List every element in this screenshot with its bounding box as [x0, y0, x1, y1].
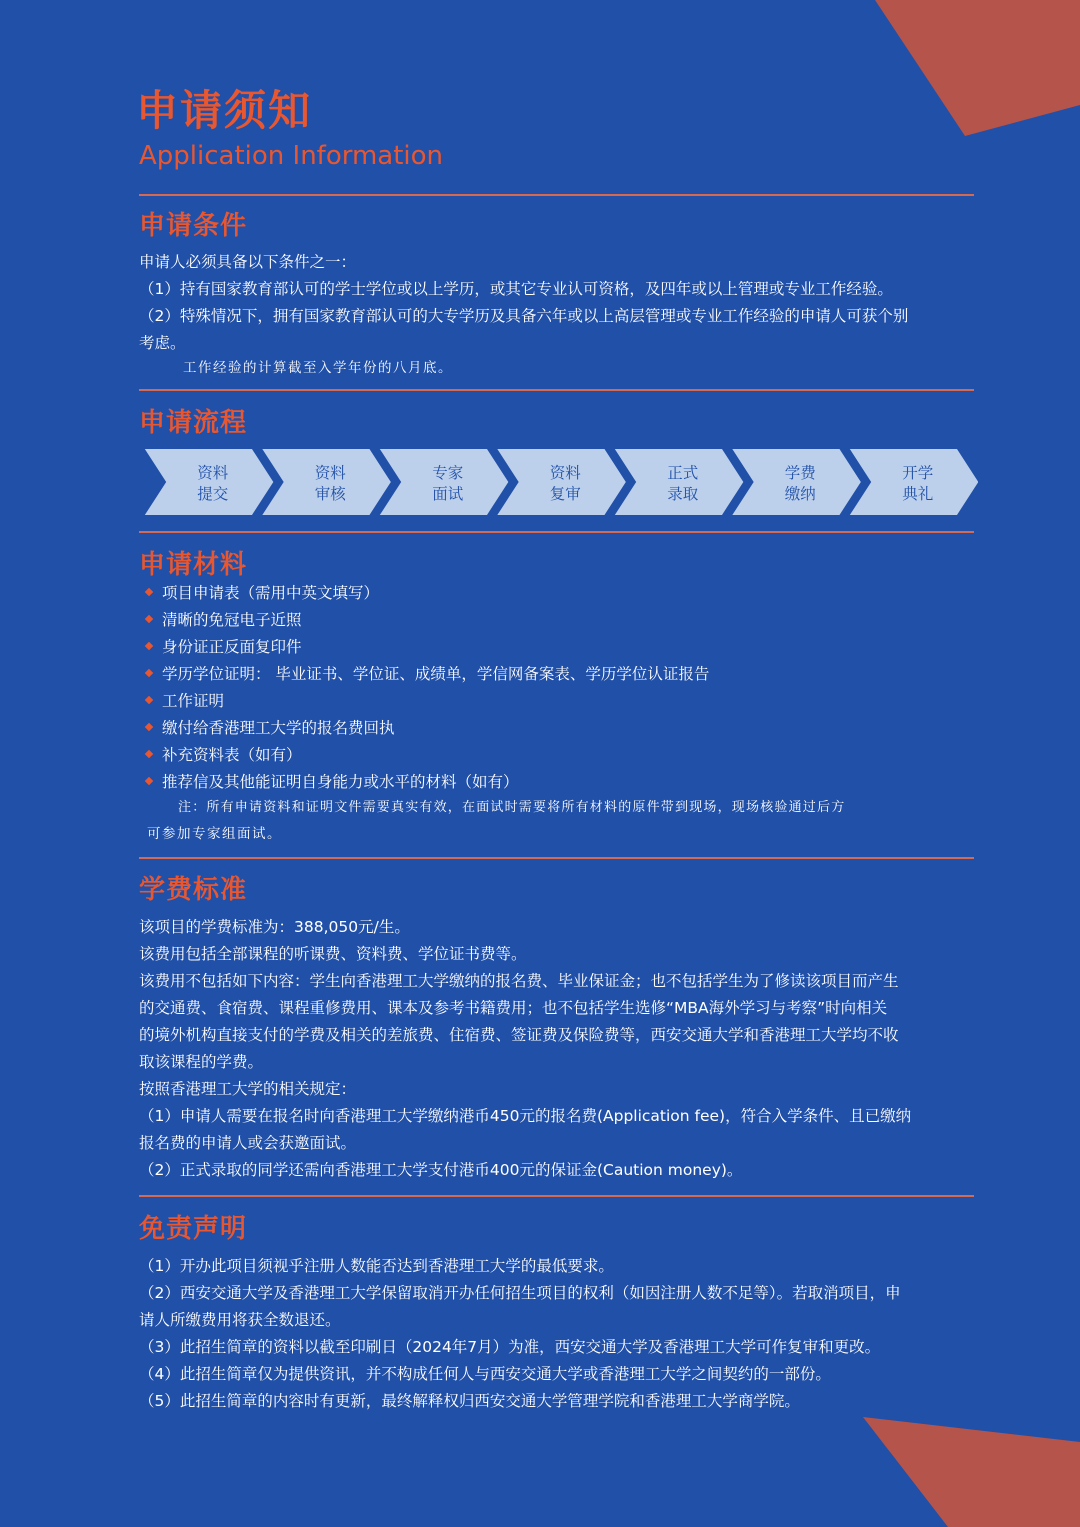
process-flow — [143, 446, 978, 518]
conditions-line: 申请人必须具备以下条件之一： — [139, 253, 357, 271]
chevron-arrow-shape — [261, 448, 393, 516]
process-step — [496, 448, 628, 516]
page-title: 申请须知 — [136, 86, 313, 135]
diamond-bullet-icon — [145, 587, 153, 595]
tuition-line: 按照香港理工大学的相关规定： — [139, 1080, 357, 1098]
conditions-line: （1）持有国家教育部认可的学士学位或以上学历，或其它专业认可资格，及四年或以上管理或专业工作经验。 — [139, 280, 893, 298]
diamond-bullet-icon — [145, 668, 153, 676]
section-title-tuition: 学费标准 — [139, 875, 248, 905]
conditions-line: 考虑。 — [139, 334, 186, 352]
chevron-arrow-shape — [378, 448, 510, 516]
diamond-bullet-icon — [145, 641, 153, 649]
process-step-label: 正式 — [667, 464, 699, 482]
chevron-arrow-shape — [496, 448, 628, 516]
list-item-text: 工作证明 — [162, 692, 225, 710]
divider — [139, 389, 974, 391]
list-item-text: 身份证正反面复印件 — [162, 638, 302, 656]
bottom-right-corner-shape — [860, 1414, 1080, 1527]
process-step-label: 缴纳 — [784, 485, 816, 503]
process-step-label: 复审 — [549, 485, 581, 503]
disclaimer-line: （2）西安交通大学及香港理工大学保留取消开办任何招生项目的权利（如因注册人数不足等）。若取消项目，申 — [139, 1284, 901, 1302]
section-title-process: 申请流程 — [139, 408, 248, 438]
disclaimer-line: （4）此招生简章仅为提供资讯，并不构成任何人与西安交通大学或香港理工大学之间契约的一部份。 — [139, 1365, 831, 1383]
list-item — [146, 688, 709, 715]
chevron-arrow-shape — [731, 448, 863, 516]
section-title-conditions: 申请条件 — [139, 211, 248, 241]
list-item — [146, 580, 709, 607]
conditions-line: （2）特殊情况下，拥有国家教育部认可的大专学历及具备六年或以上高层管理或专业工作经验的申请人可获个别 — [139, 307, 909, 325]
list-item-text: 学历学位证明： 毕业证书、学位证、成绩单，学信网备案表、学历学位认证报告 — [162, 665, 710, 683]
list-item — [146, 607, 709, 634]
tuition-line: 取该课程的学费。 — [139, 1053, 264, 1071]
process-step-label: 资料 — [197, 464, 229, 482]
tuition-line: 的交通费、食宿费、课程重修费用、课本及参考书籍费用；也不包括学生选修“MBA海外学习与考察”时向相关 — [139, 999, 888, 1017]
process-step-label: 专家 — [432, 464, 464, 482]
chevron-arrow-shape — [613, 448, 745, 516]
process-step-label: 审核 — [314, 485, 346, 503]
list-item — [146, 715, 709, 742]
divider — [139, 194, 974, 196]
tuition-line: 该费用不包括如下内容：学生向香港理工大学缴纳的报名费、毕业保证金；也不包括学生为了修读该项目而产生 — [139, 972, 899, 990]
list-item-text: 补充资料表（如有） — [162, 746, 302, 764]
disclaimer-line: （5）此招生简章的内容时有更新，最终解释权归西安交通大学管理学院和香港理工大学商学院。 — [139, 1392, 800, 1410]
tuition-line: （2）正式录取的同学还需向香港理工大学支付港币400元的保证金(Caution money)。 — [139, 1161, 743, 1179]
divider — [139, 1195, 974, 1197]
tuition-line: 的境外机构直接支付的学费及相关的差旅费、住宿费、签证费及保险费等，西安交通大学和香港理工大学均不收 — [139, 1026, 899, 1044]
diamond-bullet-icon — [145, 722, 153, 730]
materials-note-line2: 可参加专家组面试。 — [147, 826, 282, 842]
list-item — [146, 661, 709, 688]
tuition-line: 该费用包括全部课程的听课费、资料费、学位证书费等。 — [139, 945, 527, 963]
section-title-materials: 申请材料 — [139, 550, 248, 580]
disclaimer-line: （3）此招生简章的资料以截至印刷日（2024年7月）为准，西安交通大学及香港理工大学可作复审和更改。 — [139, 1338, 881, 1356]
diamond-bullet-icon — [145, 695, 153, 703]
conditions-note: 工作经验的计算截至入学年份的八月底。 — [183, 360, 453, 376]
materials-note-line1: 注：所有申请资料和证明文件需要真实有效，在面试时需要将所有材料的原件带到现场，现场核验通过后方 — [178, 800, 846, 815]
list-item — [146, 769, 709, 796]
process-step — [731, 448, 863, 516]
chevron-arrow-shape — [143, 448, 275, 516]
tuition-line: （1）申请人需要在报名时向香港理工大学缴纳港币450元的报名费(Application fee)，符合入学条件、且已缴纳 — [139, 1107, 912, 1125]
list-item-text: 推荐信及其他能证明自身能力或水平的材料（如有） — [162, 773, 519, 791]
process-step-label: 开学 — [902, 464, 934, 482]
list-item-text: 清晰的免冠电子近照 — [162, 611, 302, 629]
process-step — [848, 448, 978, 516]
diamond-bullet-icon — [145, 776, 153, 784]
process-step-label: 典礼 — [902, 485, 934, 503]
top-right-corner-shape — [870, 0, 1080, 140]
list-item — [146, 742, 709, 769]
tuition-line: 该项目的学费标准为：388,050元/生。 — [139, 918, 410, 936]
page-subtitle: Application Information — [139, 141, 444, 171]
diamond-bullet-icon — [145, 614, 153, 622]
list-item — [146, 634, 709, 661]
divider — [139, 857, 974, 859]
process-step-label: 提交 — [197, 485, 229, 503]
tuition-line: 报名费的申请人或会获邀面试。 — [139, 1134, 357, 1152]
process-step — [613, 448, 745, 516]
list-item-text: 项目申请表（需用中英文填写） — [162, 584, 380, 602]
process-step — [143, 448, 275, 516]
process-step-label: 学费 — [784, 464, 816, 482]
disclaimer-line: （1）开办此项目须视乎注册人数能否达到香港理工大学的最低要求。 — [139, 1257, 614, 1275]
materials-list — [146, 580, 709, 796]
disclaimer-line: 请人所缴费用将获全数退还。 — [139, 1311, 341, 1329]
process-step-label: 面试 — [432, 485, 464, 503]
chevron-arrow-shape — [848, 448, 978, 516]
section-title-disclaimer: 免责声明 — [139, 1214, 248, 1244]
process-step — [261, 448, 393, 516]
divider — [139, 531, 974, 533]
process-step-label: 录取 — [667, 485, 699, 503]
process-step — [378, 448, 510, 516]
diamond-bullet-icon — [145, 749, 153, 757]
list-item-text: 缴付给香港理工大学的报名费回执 — [162, 719, 395, 737]
process-step-label: 资料 — [314, 464, 346, 482]
process-step-label: 资料 — [549, 464, 581, 482]
